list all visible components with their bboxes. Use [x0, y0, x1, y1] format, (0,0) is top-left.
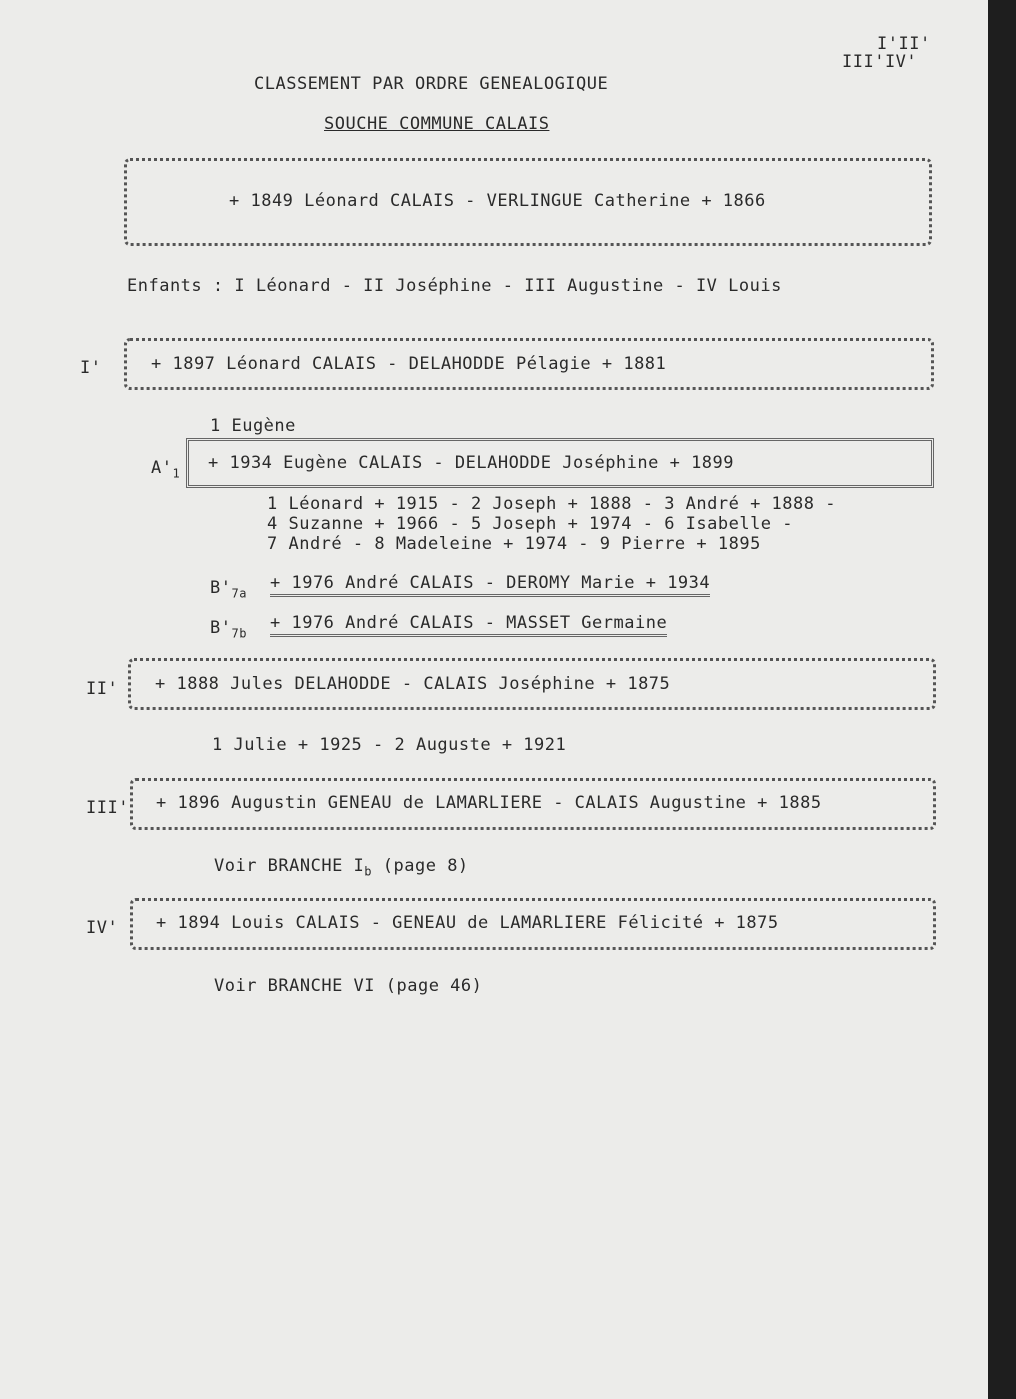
root-children: Enfants : I Léonard - II Joséphine - III Augustine - IV Louis	[127, 276, 782, 296]
page-ref-line1: I'II'	[877, 34, 931, 54]
branch-I-label: I'	[80, 358, 102, 378]
sub-branch-B7b-couple: + 1976 André CALAIS - MASSET Germaine	[270, 613, 667, 637]
branch-IV-label: IV'	[86, 918, 119, 938]
page-title: CLASSEMENT PAR ORDRE GENEALOGIQUE	[254, 74, 609, 94]
branch-I-child: 1 Eugène	[210, 416, 296, 436]
branch-III-couple: + 1896 Augustin GENEAU de LAMARLIERE - CALAIS Augustine + 1885	[156, 793, 822, 813]
page-subtitle: SOUCHE COMMUNE CALAIS	[324, 114, 550, 134]
branch-III-label: III'	[86, 798, 129, 818]
sub-branch-A-children-3: 7 André - 8 Madeleine + 1974 - 9 Pierre + 1895	[267, 534, 761, 554]
sub-branch-B7a-couple: + 1976 André CALAIS - DEROMY Marie + 1934	[270, 573, 710, 597]
sub-branch-A-label: $A'_1$	[151, 458, 181, 481]
branch-II-label: II'	[86, 679, 119, 699]
root-couple: + 1849 Léonard CALAIS - VERLINGUE Catherine + 1866	[229, 191, 766, 211]
sub-branch-B7b-label: $B'_{7b}$	[210, 618, 247, 641]
page-ref-line2: III'IV'	[842, 52, 918, 72]
sub-branch-A-children-1: 1 Léonard + 1915 - 2 Joseph + 1888 - 3 André + 1888 -	[267, 494, 836, 514]
branch-II-children: 1 Julie + 1925 - 2 Auguste + 1921	[212, 735, 567, 755]
sub-branch-B7a-label: $B'_{7a}$	[210, 578, 247, 601]
branch-I-couple: + 1897 Léonard CALAIS - DELAHODDE Pélagie + 1881	[151, 354, 667, 374]
branch-II-couple: + 1888 Jules DELAHODDE - CALAIS Joséphine + 1875	[155, 674, 671, 694]
sub-branch-A-couple: + 1934 Eugène CALAIS - DELAHODDE Joséphine + 1899	[208, 453, 735, 473]
sub-branch-A-children-2: 4 Suzanne + 1966 - 5 Joseph + 1974 - 6 Isabelle -	[267, 514, 794, 534]
branch-IV-see-reference: Voir BRANCHE VI (page 46)	[214, 976, 483, 996]
branch-III-see-reference: Voir BRANCHE $I_b$ (page 8)	[214, 856, 469, 879]
branch-IV-couple: + 1894 Louis CALAIS - GENEAU de LAMARLIERE Félicité + 1875	[156, 913, 779, 933]
scan-dark-edge	[988, 0, 1016, 1399]
